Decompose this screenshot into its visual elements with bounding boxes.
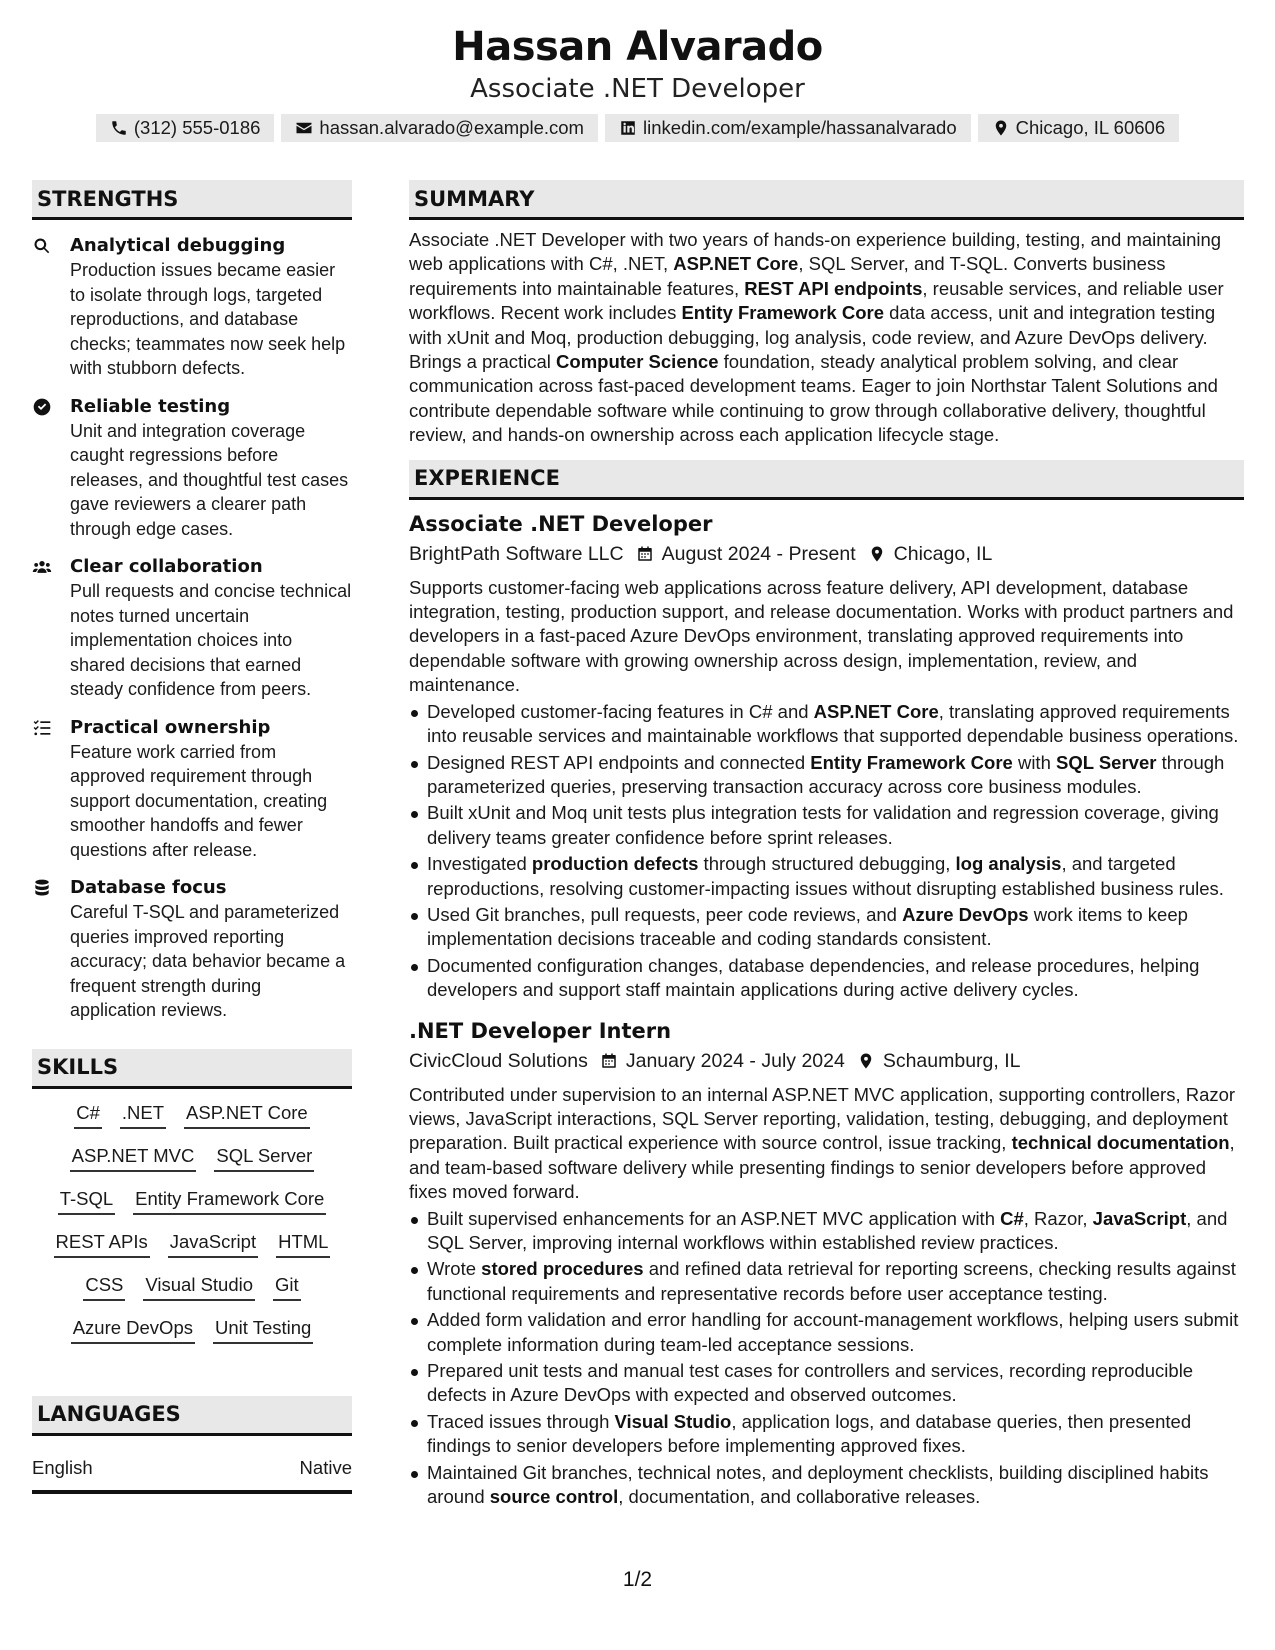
left-column bbox=[32, 180, 352, 1494]
bold-text: stored procedures bbox=[481, 1258, 644, 1280]
magnifier-icon bbox=[32, 236, 52, 256]
bold-text: Visual Studio bbox=[614, 1410, 732, 1432]
job-company: CivicCloud Solutions bbox=[409, 1049, 588, 1072]
text-segment: Built supervised enhancements for an ASP.NET MVC application with bbox=[427, 1207, 1001, 1229]
strength-body bbox=[70, 555, 352, 702]
bold-text: Computer Science bbox=[556, 351, 719, 373]
bullet-item bbox=[409, 1308, 1244, 1357]
skill-tag: Git bbox=[273, 1273, 301, 1301]
bullet-item bbox=[409, 903, 1244, 952]
skill-tag: C# bbox=[74, 1101, 102, 1129]
job-company: BrightPath Software LLC bbox=[409, 542, 624, 565]
text-segment: work items to keep implementation decisions traceable and coding standards consistent. bbox=[427, 903, 1188, 950]
strength-title: Clear collaboration bbox=[70, 556, 263, 577]
skill-tag: Entity Framework Core bbox=[133, 1187, 326, 1215]
strength-icon-wrap bbox=[32, 395, 70, 542]
text-segment: Investigated bbox=[427, 853, 532, 875]
bold-text: JavaScript bbox=[1092, 1207, 1187, 1229]
strength-title: Practical ownership bbox=[70, 716, 271, 738]
map-pin-icon bbox=[857, 1052, 875, 1070]
calendar-icon bbox=[600, 1052, 618, 1070]
skill-tag: ASP.NET Core bbox=[184, 1101, 310, 1129]
text-segment: Supports customer-facing web applications across feature delivery, API development, database integration, testing, production support, and release documentation. Works with product partners and developers in a fast-paced Azure DevOps environment, translating approved requirements into dependable software with growing ownership across design, implementation, review, and maintenance. bbox=[409, 576, 1234, 696]
strength-body bbox=[70, 876, 352, 1023]
strength-icon-wrap bbox=[32, 555, 70, 702]
text-segment: , and team-based software delivery while presenting findings to senior developers before approved fixes moved forward. bbox=[409, 1132, 1235, 1203]
job-bullets bbox=[409, 1207, 1244, 1510]
candidate-role: Associate .NET Developer bbox=[470, 74, 805, 104]
bold-text: Azure DevOps bbox=[902, 903, 1029, 925]
strength-body bbox=[70, 395, 352, 542]
text-segment: , application logs, and database queries, then presented findings to senior developers before implementing approved fixes. bbox=[427, 1410, 1192, 1457]
text-segment: , documentation, and collaborative releases. bbox=[618, 1486, 981, 1508]
bullet-item bbox=[409, 1359, 1244, 1408]
strength-title: Database focus bbox=[70, 877, 227, 898]
skill-tag: ASP.NET MVC bbox=[70, 1144, 197, 1172]
strength-item bbox=[32, 395, 352, 542]
text-segment: , SQL Server, and T-SQL. Converts business requirements into maintainable features, bbox=[409, 253, 1166, 299]
skill-tag: CSS bbox=[83, 1273, 125, 1301]
envelope-icon bbox=[295, 119, 313, 137]
linkedin-icon bbox=[619, 119, 637, 137]
text-segment: Contributed under supervision to an internal ASP.NET MVC application, supporting controllers, Razor views, JavaScript interactions, SQL Server reporting, validation, testing, debugging, and deployment preparation. Built practical experience with source control, issue tracking, bbox=[409, 1083, 1236, 1154]
users-icon bbox=[32, 557, 52, 577]
map-pin-icon bbox=[992, 119, 1010, 137]
skill-tag: JavaScript bbox=[168, 1230, 258, 1258]
skill-tag: Unit Testing bbox=[213, 1316, 313, 1344]
strength-desc: Unit and integration coverage caught regressions before releases, and thoughtful test cases gave reviewers a clearer path through edge cases. bbox=[70, 420, 349, 539]
contact-email-text: hassan.alvarado@example.com bbox=[319, 117, 584, 138]
resume-header bbox=[0, 22, 1275, 142]
skills-heading: SKILLS bbox=[32, 1049, 352, 1089]
contact-location bbox=[978, 114, 1179, 142]
page-number: 1/2 bbox=[622, 1568, 653, 1591]
strength-icon-wrap bbox=[32, 716, 70, 863]
text-segment: Prepared unit tests and manual test cases for controllers and services, recording reproducible defects in Azure DevOps with expected and observed outcomes. bbox=[427, 1360, 1194, 1406]
bullet-item bbox=[409, 1257, 1244, 1306]
strength-icon-wrap bbox=[32, 234, 70, 381]
bold-text: Entity Framework Core bbox=[810, 751, 1013, 773]
text-segment: and refined data retrieval for reporting screens, checking results against functional requirements and representative records before user acceptance testing. bbox=[427, 1258, 1236, 1304]
contact-email[interactable] bbox=[281, 114, 598, 142]
text-segment: Documented configuration changes, database dependencies, and release procedures, helping developers and support staff maintain applications during active delivery cycles. bbox=[427, 954, 1200, 1001]
text-segment: Traced issues through bbox=[427, 1410, 615, 1432]
bold-text: Entity Framework Core bbox=[681, 302, 884, 324]
bullet-item bbox=[409, 751, 1244, 800]
strength-desc: Pull requests and concise technical notes turned uncertain implementation choices into shared decisions that earned steady confidence from peers. bbox=[70, 581, 352, 699]
strength-desc: Feature work carried from approved requirement through support documentation, creating smoother handoffs and fewer questions after release. bbox=[70, 741, 328, 860]
bullet-item bbox=[409, 1410, 1244, 1459]
text-segment: with bbox=[1012, 751, 1056, 773]
experience-list bbox=[409, 510, 1244, 1510]
text-segment: through structured debugging, bbox=[698, 853, 956, 875]
bold-text: source control bbox=[489, 1486, 619, 1508]
job-dates: January 2024 - July 2024 bbox=[625, 1049, 845, 1072]
check-circle-icon bbox=[32, 397, 52, 417]
job-title: Associate .NET Developer bbox=[409, 511, 713, 536]
contact-phone[interactable] bbox=[96, 114, 275, 142]
bullet-item bbox=[409, 801, 1244, 850]
strength-item bbox=[32, 876, 352, 1023]
language-row bbox=[32, 1457, 352, 1494]
bold-text: SQL Server bbox=[1056, 751, 1157, 773]
strength-item bbox=[32, 234, 352, 381]
database-icon bbox=[32, 878, 52, 898]
contact-bar bbox=[0, 114, 1275, 142]
bullet-item bbox=[409, 954, 1244, 1003]
bold-text: ASP.NET Core bbox=[813, 700, 939, 722]
job-dates: August 2024 - Present bbox=[661, 542, 856, 565]
bullet-item bbox=[409, 852, 1244, 901]
skill-tag: Visual Studio bbox=[143, 1273, 255, 1301]
summary-heading: SUMMARY bbox=[409, 180, 1244, 220]
strength-desc: Careful T-SQL and parameterized queries improved reporting accuracy; data behavior became a frequent strength during application reviews. bbox=[70, 902, 346, 1020]
text-segment: Wrote bbox=[427, 1258, 482, 1280]
job-meta bbox=[409, 1047, 1244, 1075]
text-segment: , and SQL Server, improving internal workflows within established review practices. bbox=[427, 1207, 1228, 1253]
text-segment: Designed REST API endpoints and connected bbox=[427, 751, 811, 773]
skill-tag: HTML bbox=[276, 1230, 330, 1258]
bullet-item bbox=[409, 1207, 1244, 1256]
map-pin-icon bbox=[868, 545, 886, 563]
skill-tag: .NET bbox=[120, 1101, 166, 1129]
strength-title: Analytical debugging bbox=[70, 235, 286, 256]
text-segment: , and targeted reproductions, resolving customer-impacting issues without disrupting established business rules. bbox=[427, 853, 1224, 899]
text-segment: Developed customer-facing features in C# and bbox=[427, 700, 814, 722]
text-segment: , translating approved requirements into reusable services and maintainable workflows that supported dependable business operations. bbox=[427, 700, 1239, 747]
strength-item bbox=[32, 555, 352, 702]
skill-tag: T-SQL bbox=[58, 1187, 115, 1215]
language-level: Native bbox=[299, 1456, 352, 1478]
text-segment: , reusable services, and reliable user workflows. Recent work includes bbox=[409, 277, 1224, 324]
strengths-heading: STRENGTHS bbox=[32, 180, 352, 220]
bold-text: ASP.NET Core bbox=[673, 253, 799, 275]
job-meta bbox=[409, 540, 1244, 568]
bold-text: C# bbox=[1000, 1207, 1024, 1229]
job-location: Chicago, IL bbox=[893, 542, 993, 565]
job-entry bbox=[409, 510, 1244, 1003]
list-check-icon bbox=[32, 718, 52, 738]
skill-tag: Azure DevOps bbox=[71, 1316, 195, 1344]
text-segment: foundation, steady analytical problem solving, and clear communication across fast-paced development teams. Eager to join Northstar Talent Solutions and contribute dependable software while continuing to grow through collaborative delivery, thoughtful review, and hands-on ownership across each application lifecycle stage. bbox=[409, 351, 1218, 446]
phone-icon bbox=[110, 119, 128, 137]
text-segment: Used Git branches, pull requests, peer code reviews, and bbox=[427, 903, 903, 925]
text-segment: through parameterized queries, preserving transaction accuracy across core business modules. bbox=[427, 751, 1225, 797]
text-segment: data access, unit and integration testing with xUnit and Moq, production debugging, log analysis, code review, and Azure DevOps delivery. Brings a practical bbox=[409, 302, 1216, 373]
language-name: English bbox=[32, 1456, 93, 1478]
strength-body bbox=[70, 234, 352, 381]
job-entry bbox=[409, 1017, 1244, 1510]
contact-linkedin[interactable] bbox=[605, 114, 971, 142]
contact-location-text: Chicago, IL 60606 bbox=[1015, 117, 1166, 138]
job-bullets bbox=[409, 700, 1244, 1003]
bold-text: log analysis bbox=[955, 853, 1062, 875]
job-location: Schaumburg, IL bbox=[882, 1049, 1021, 1072]
text-segment: , Razor, bbox=[1023, 1207, 1093, 1229]
experience-heading: EXPERIENCE bbox=[409, 460, 1244, 500]
skill-tag: REST APIs bbox=[54, 1230, 150, 1258]
text-segment: Added form validation and error handling for account-management workflows, helping users submit complete information during team-led acceptance sessions. bbox=[427, 1309, 1239, 1355]
skills-list bbox=[32, 1101, 352, 1344]
strength-title: Reliable testing bbox=[70, 395, 231, 417]
text-segment: Associate .NET Developer with two years of hands-on experience building, testing, and maintaining web applications with C#, .NET, bbox=[409, 229, 1222, 275]
text-segment: Maintained Git branches, technical notes, and deployment checklists, building disciplined habits around bbox=[427, 1461, 1209, 1508]
bold-text: technical documentation bbox=[1011, 1132, 1230, 1154]
strength-desc: Production issues became easier to isolate through logs, targeted reproductions, and database checks; teammates now seek help with stubborn defects. bbox=[70, 260, 346, 378]
skill-tag: SQL Server bbox=[214, 1144, 314, 1172]
job-title: .NET Developer Intern bbox=[409, 1018, 672, 1043]
calendar-icon bbox=[636, 545, 654, 563]
summary-text bbox=[409, 228, 1244, 448]
job-description bbox=[409, 1083, 1244, 1205]
bullet-item bbox=[409, 1461, 1244, 1510]
bullet-item bbox=[409, 700, 1244, 749]
strengths-list bbox=[32, 234, 352, 1023]
contact-phone-text: (312) 555-0186 bbox=[133, 117, 261, 138]
candidate-name: Hassan Alvarado bbox=[452, 24, 823, 70]
bold-text: production defects bbox=[531, 853, 699, 875]
job-description bbox=[409, 576, 1244, 698]
strength-item bbox=[32, 716, 352, 863]
contact-linkedin-text: linkedin.com/example/hassanalvarado bbox=[642, 117, 957, 138]
text-segment: Built xUnit and Moq unit tests plus integration tests for validation and regression coverage, giving delivery teams greater confidence before sprint releases. bbox=[427, 802, 1219, 848]
strength-icon-wrap bbox=[32, 876, 70, 1023]
languages-heading: LANGUAGES bbox=[32, 1396, 352, 1436]
bold-text: REST API endpoints bbox=[744, 277, 923, 299]
right-column bbox=[409, 180, 1244, 1509]
strength-body bbox=[70, 716, 352, 863]
